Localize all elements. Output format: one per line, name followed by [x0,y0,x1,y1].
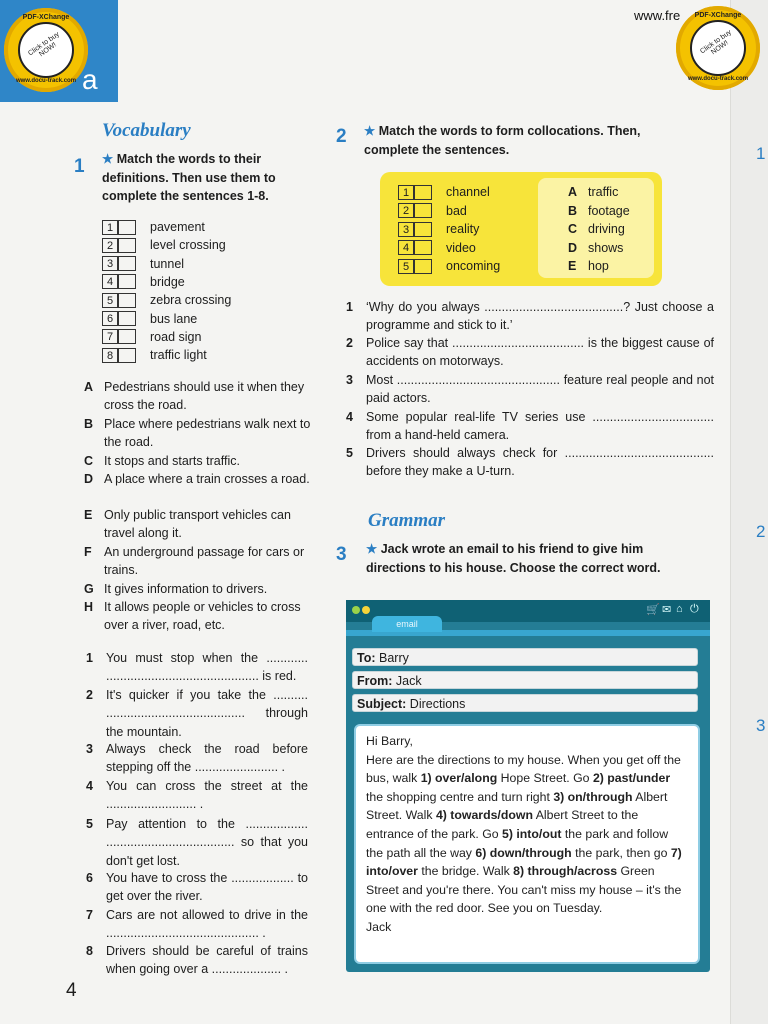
answer-choice[interactable]: 2) past/under [592,771,671,786]
sentence-text: It's quicker if you take the .......... ........................................ through the mountain. [106,688,308,739]
ex1-sentence [86,869,308,906]
answer-box[interactable] [414,203,432,218]
grammar-title: Grammar [368,510,446,531]
vocab-word: zebra crossing [150,293,232,308]
definition-text: Only public transport vehicles can travel along it. [104,508,291,541]
unit-label: a [82,64,98,95]
home-icon[interactable]: ⌂ [676,603,683,615]
answer-box[interactable] [414,259,432,274]
definition-text: It allows people or vehicles to cross over a river, road, etc. [104,600,301,633]
power-icon[interactable]: ⏻ [690,603,699,615]
badge-bottom-text: www.docu-track.com [687,76,749,82]
definition-item [84,506,314,543]
definition-letter: C [84,454,94,468]
vocab-word: level crossing [150,238,226,253]
collocation-right-word: shows [588,240,624,255]
vocab-number-box: 8 [102,348,118,363]
page-number: 4 [66,980,77,1001]
sentence-number: 7 [86,908,93,922]
collocation-letter: E [568,259,577,273]
badge-ring-text: PDF-XChange [694,12,742,19]
vocab-number-box: 2 [102,238,118,253]
vocab-number-box: 4 [102,274,118,289]
ex2-sentence [346,298,714,335]
badge-center-text: Click to buy NOW! [699,28,733,57]
vocab-word-item [102,218,205,236]
definition-item [84,580,314,598]
badge-bottom-text: www.docu-track.com [15,78,77,84]
ex3-instruction-text: Jack wrote an email to his friend to give him directions to his house. Choose the correct word. [366,542,661,575]
sentence-number: 1 [346,300,353,314]
collocation-letter: C [568,222,578,236]
vocab-word: bridge [150,274,185,289]
email-body-text [366,751,688,918]
collocation-left-item [398,239,476,257]
collocation-right-word: hop [588,259,609,273]
answer-box[interactable] [118,220,136,235]
vocab-number-box: 1 [102,220,118,235]
ex1-instruction [102,150,302,206]
side-number: 2 [756,522,766,541]
collocation-left-word: oncoming [446,259,501,273]
collocation-right-item [568,257,609,275]
sentence-number: 4 [346,410,353,424]
collocation-left-word: video [446,240,476,255]
answer-choice[interactable]: 3) on/through [553,789,633,804]
collocation-right-word: traffic [588,185,619,199]
star-icon: ★ [366,542,378,556]
collocation-number-box: 3 [398,222,414,237]
answer-box[interactable] [118,348,136,363]
collocation-letter: B [568,203,578,218]
answer-choice[interactable]: 1) over/along [420,771,498,786]
vocab-word: pavement [150,220,205,234]
vocab-word: tunnel [150,256,185,271]
email-signature: Jack [366,919,392,934]
sentence-number: 3 [346,373,353,387]
definition-text: An underground passage for cars or trains. [104,545,305,578]
ex1-sentence [86,777,308,814]
collocation-letter: A [568,185,578,199]
definition-item [84,543,314,580]
answer-box[interactable] [414,240,432,255]
sentence-number: 2 [346,336,353,350]
collocation-right-item [568,202,630,220]
collocation-letter: D [568,240,578,255]
sentence-number: 5 [346,446,353,460]
to-field[interactable] [352,648,698,666]
email-text-segment: the shopping centre and turn right [366,789,554,804]
ex1-sentence [86,686,308,741]
collocation-left-word: bad [446,203,467,218]
answer-box[interactable] [118,329,136,344]
answer-box[interactable] [118,311,136,326]
answer-box[interactable] [118,293,136,308]
vocab-word-item [102,291,231,309]
subject-label: Subject: [357,697,407,711]
window-dot-icon[interactable] [362,606,370,614]
ex2-instruction-text: Match the words to form collocations. Then, complete the sentences. [364,124,641,157]
email-window [346,600,710,972]
definition-letter: H [84,600,94,614]
definition-letter: A [84,380,94,394]
star-icon: ★ [364,124,376,138]
from-value: Jack [395,674,422,688]
definition-item [84,378,314,415]
collocation-right-word: driving [588,222,625,236]
ex1-sentence [86,942,308,979]
to-label: To: [357,651,376,665]
ex1-sentence [86,649,308,686]
answer-box[interactable] [414,185,432,200]
pdf-xchange-badge-right[interactable] [676,6,760,90]
star-icon: ★ [102,152,114,166]
ex2-sentence [346,408,714,445]
sentence-number: 2 [86,688,93,702]
vocab-number-box: 6 [102,311,118,326]
vocab-word-item [102,346,207,364]
ex1-sentence [86,906,308,943]
collocation-number-box: 4 [398,240,414,255]
ex3-instruction [366,540,696,577]
sentence-text: Police say that ...................................... is the biggest cause of accidents on motorways. [366,336,714,369]
collocation-right-word: footage [588,203,630,218]
vocab-number-box: 5 [102,293,118,308]
from-field[interactable] [352,671,698,689]
from-label: From: [357,674,393,688]
vocab-word-item [102,328,201,346]
sentence-text: Drivers should always check for ........................................... before they make a U-turn. [366,446,714,479]
collocation-number-box: 2 [398,203,414,218]
sentence-number: 6 [86,871,93,885]
cart-icon[interactable]: 🛒 [646,604,660,616]
side-number: 3 [756,716,766,735]
definition-letter: G [84,582,94,596]
vocab-word-item [102,255,184,273]
ex2-sentence [346,444,714,481]
answer-box[interactable] [414,222,432,237]
vocab-word: bus lane [150,311,198,326]
vocab-word: road sign [150,329,202,344]
collocation-left-word: reality [446,222,480,236]
email-text-segment: Albert Street to the entrance of the park. Go [366,808,639,841]
pdf-xchange-badge-left[interactable] [4,8,88,92]
definition-text: A place where a train crosses a road. [104,472,310,486]
definition-letter: B [84,417,94,431]
side-number: 1 [756,144,766,163]
definition-item [84,470,314,488]
subject-field[interactable] [352,694,698,712]
ex2-sentence [346,371,714,408]
definition-text: It stops and starts traffic. [104,454,240,468]
ex2-instruction [364,122,684,159]
answer-box[interactable] [118,256,136,271]
collocation-number-box: 1 [398,185,414,200]
sentence-number: 1 [86,651,93,665]
email-text-segment: Green Street and you're there. You can't miss my house – it's the one with the red door. See you on Tuesday. [366,864,682,916]
collocation-right-item [568,183,618,201]
vocab-number-box: 7 [102,329,118,344]
ex1-sentence [86,815,308,870]
email-text-segment: the park and follow the path all the way [366,826,669,860]
vocabulary-title: Vocabulary [102,120,191,141]
sentence-text: Some popular real-life TV series use ................................... from a hand-held camera. [366,410,714,443]
collocation-left-item [398,183,490,201]
answer-choice[interactable]: 5) into/out [502,826,562,841]
email-text-segment: Here are the directions to my house. When you get off the bus, walk [366,752,681,786]
collocation-left-item [398,202,467,220]
definition-text: Pedestrians should use it when they cross the road. [104,380,305,413]
email-tab[interactable]: email [372,616,442,632]
answer-box[interactable] [118,238,136,253]
collocation-left-item [398,220,479,238]
collocation-left-item [398,257,500,275]
definition-text: Place where pedestrians walk next to the road. [104,417,311,450]
sentence-text: You must stop when the ............ ............................................ is red. [106,651,308,684]
ex2-sentence [346,334,714,371]
vocab-word: traffic light [150,348,207,363]
sentence-number: 5 [86,817,93,831]
email-text-segment: the bridge. Walk [417,864,514,879]
definition-letter: D [84,472,94,486]
email-text-segment: the park, then go [571,845,671,860]
badge-center-text: Click to buy NOW! [27,30,61,59]
sentence-text: Pay attention to the .................. ..................................... so that you don't get lost. [106,817,308,868]
definition-letter: E [84,508,93,522]
answer-choice[interactable]: 8) through/across [513,864,618,879]
collocation-left-word: channel [446,185,490,199]
subject-value: Directions [409,697,466,711]
sentence-number: 4 [86,779,93,793]
mail-icon[interactable]: ✉ [662,604,672,616]
vocab-word-item [102,310,197,328]
sentence-text: You have to cross the .................. to get over the river. [106,871,308,904]
ex3-number: 3 [336,544,347,565]
collocation-number-box: 5 [398,259,414,274]
sentence-text: Drivers should be careful of trains when going over a .................... . [106,944,308,977]
to-value: Barry [379,651,409,665]
sentence-text: Always check the road before stepping off the ........................ . [106,742,308,775]
email-greeting: Hi Barry, [366,734,413,748]
email-text-segment: Albert Street. Walk [366,789,668,823]
definition-item [84,598,314,635]
sentence-text: Cars are not allowed to drive in the ............................................ . [106,908,308,941]
window-dot-icon[interactable] [352,606,360,614]
answer-choice[interactable]: 7) into/over [366,845,682,879]
email-body[interactable] [354,724,700,964]
sentence-text: You can cross the street at the .......................... . [106,779,308,812]
ex1-instruction-text: Match the words to their definitions. Then use them to complete the sentences 1-8. [102,152,276,203]
email-text-segment: Hope Street. Go [497,771,593,786]
site-url: www.fre [634,8,681,23]
definition-letter: F [84,545,92,559]
ex1-sentence [86,740,308,777]
sentence-number: 3 [86,742,93,756]
definition-text: It gives information to drivers. [104,582,268,596]
collocation-right-item [568,239,623,257]
badge-ring-text: PDF-XChange [22,14,70,21]
vocab-word-item [102,273,185,291]
vocab-number-box: 3 [102,256,118,271]
answer-box[interactable] [118,274,136,289]
definition-item [84,452,314,470]
definition-item [84,415,314,452]
vocab-word-item [102,236,226,254]
collocation-right-item [568,220,625,238]
answer-choice[interactable]: 6) down/through [475,845,572,860]
sentence-number: 8 [86,944,93,958]
ex1-number: 1 [74,156,85,177]
sentence-text: ‘Why do you always ........................................? Just choose a programme and stick to it.’ [366,300,714,333]
sentence-text: Most ............................................... feature real people and not paid actors. [366,373,714,406]
answer-choice[interactable]: 4) towards/down [435,808,533,823]
ex2-number: 2 [336,126,347,147]
